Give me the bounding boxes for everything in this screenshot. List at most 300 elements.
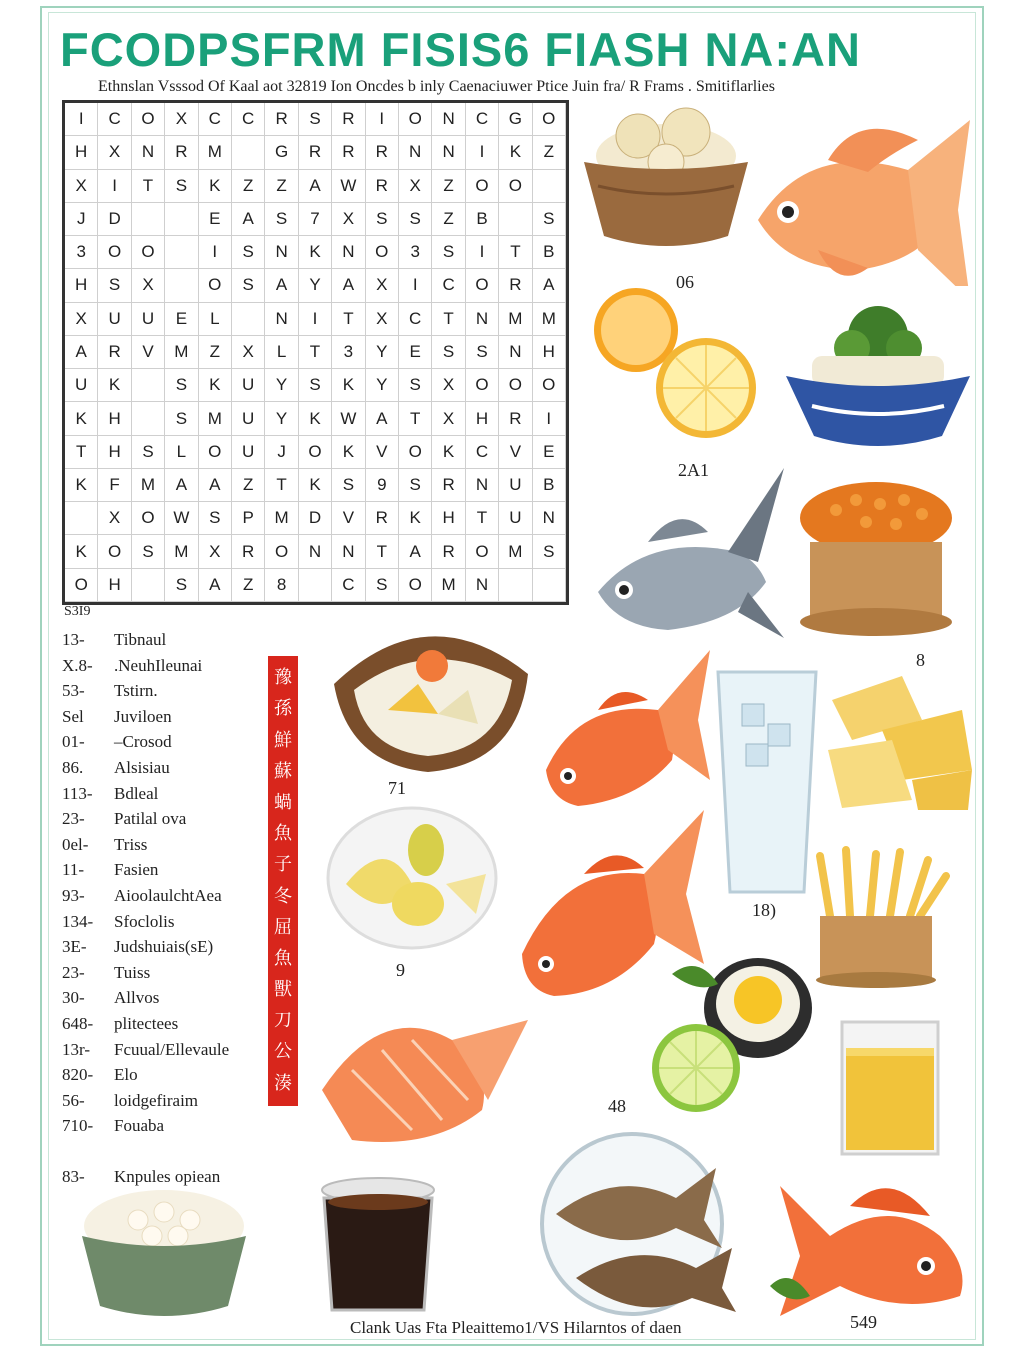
dumpling-plate-image — [328, 614, 532, 774]
grid-cell: K — [432, 436, 465, 469]
grid-cell: O — [65, 569, 98, 602]
grid-cell: H — [65, 136, 98, 169]
grid-cell: B — [533, 469, 566, 502]
grid-cell: Z — [265, 170, 298, 203]
grid-cell: I — [199, 236, 232, 269]
word-text: Juviloen — [114, 706, 172, 726]
grid-cell: Z — [533, 136, 566, 169]
grid-cell: K — [65, 469, 98, 502]
grid-cell: A — [533, 269, 566, 302]
grid-cell: J — [65, 203, 98, 236]
word-number: 30- — [62, 988, 85, 1008]
grid-cell: K — [199, 170, 232, 203]
juice-glass-image — [838, 1018, 942, 1158]
word-text: Sfoclolis — [114, 911, 175, 931]
grid-cell: T — [499, 236, 532, 269]
silver-fish-image — [588, 462, 788, 642]
grid-cell: R — [499, 269, 532, 302]
grid-cell: 3 — [332, 336, 365, 369]
grid-cell: I — [299, 303, 332, 336]
word-number: 86. — [62, 757, 84, 777]
grid-cell: D — [98, 203, 131, 236]
grid-cell: 8 — [265, 569, 298, 602]
grid-cell: O — [132, 103, 165, 136]
word-text: Fcuual/Ellevaule — [114, 1039, 230, 1059]
grid-cell: K — [199, 369, 232, 402]
goldfish-image-2 — [538, 640, 714, 810]
grid-cell: S — [533, 535, 566, 568]
grid-cell: X — [98, 502, 131, 535]
grid-cell: X — [199, 535, 232, 568]
grid-cell: I — [466, 236, 499, 269]
grid-cell: N — [466, 303, 499, 336]
grid-cell: S — [432, 336, 465, 369]
word-text: –Crosod — [114, 732, 172, 752]
grid-cell: H — [533, 336, 566, 369]
grid-cell: S — [199, 502, 232, 535]
grid-cell: A — [399, 535, 432, 568]
grid-cell: L — [265, 336, 298, 369]
grid-cell: H — [466, 402, 499, 435]
word-text: Elo — [114, 1065, 138, 1085]
grid-cell: U — [232, 402, 265, 435]
word-text: loidgefiraim — [114, 1090, 199, 1110]
grid-cell: M — [533, 303, 566, 336]
salad-bowl-image — [782, 296, 974, 456]
ribbon-char: 冬 — [274, 885, 292, 907]
grid-cell: O — [533, 103, 566, 136]
grid-cell: U — [132, 303, 165, 336]
word-list-item — [62, 1116, 272, 1142]
grid-cell: S — [466, 336, 499, 369]
word-list-item — [62, 1091, 272, 1117]
grid-cell: Z — [232, 569, 265, 602]
grid-cell: B — [466, 203, 499, 236]
grid-cell: S — [399, 203, 432, 236]
grid-cell: N — [265, 303, 298, 336]
word-text: Tibnaul — [114, 630, 167, 649]
ribbon-char: 豫 — [274, 667, 292, 689]
grid-cell: X — [165, 103, 198, 136]
image-label-3: 8 — [916, 650, 925, 670]
grid-cell: E — [199, 203, 232, 236]
word-number: 0el- — [62, 834, 89, 854]
lime-image — [648, 1020, 744, 1116]
ribbon-char: 魚 — [274, 823, 292, 845]
word-number: 13r- — [62, 1039, 90, 1059]
grid-cell: X — [432, 402, 465, 435]
grid-cell: E — [399, 336, 432, 369]
grid-cell: U — [98, 303, 131, 336]
grid-cell: U — [65, 369, 98, 402]
word-number: 13- — [62, 630, 85, 649]
word-number: 01- — [62, 732, 85, 752]
grid-cell: N — [332, 236, 365, 269]
grid-cell: A — [199, 569, 232, 602]
grid-cell: L — [165, 436, 198, 469]
grid-cell: A — [232, 203, 265, 236]
word-text: AioolaulchtAea — [114, 885, 222, 905]
grid-cell: C — [432, 269, 465, 302]
grid-cell: N — [299, 535, 332, 568]
image-label-4: 71 — [388, 778, 406, 798]
ribbon-char: 公 — [274, 1041, 292, 1063]
grid-cell: Y — [265, 402, 298, 435]
image-label-2: 2A1 — [678, 460, 709, 480]
grid-cell: S — [132, 535, 165, 568]
page-title: FCODPSFRM FISIS6 FIASH NA:AN — [60, 23, 861, 76]
grid-cell: W — [332, 170, 365, 203]
grid-cell: K — [299, 236, 332, 269]
fish-dish-image — [526, 1128, 742, 1318]
grid-cell: K — [299, 402, 332, 435]
rice-bowl-image — [78, 1186, 250, 1318]
ribbon-char: 湊 — [274, 1072, 292, 1094]
grid-cell — [232, 136, 265, 169]
grid-cell: Z — [432, 203, 465, 236]
grid-cell: Y — [299, 269, 332, 302]
word-search-grid — [62, 100, 569, 605]
grid-cell: M — [199, 402, 232, 435]
grid-cell — [132, 369, 165, 402]
ribbon-char: 獸 — [274, 979, 292, 1001]
grid-cell: F — [98, 469, 131, 502]
grid-cell: O — [399, 569, 432, 602]
grid-cell: J — [265, 436, 298, 469]
grid-cell: O — [98, 535, 131, 568]
word-text: Allvos — [114, 988, 160, 1008]
grid-cell: S — [165, 402, 198, 435]
grid-cell: S — [366, 569, 399, 602]
grid-cell: O — [399, 436, 432, 469]
grid-cell: V — [332, 502, 365, 535]
grid-cell — [533, 170, 566, 203]
word-list-item — [62, 630, 272, 656]
word-number: 56- — [62, 1090, 85, 1110]
grid-cell: T — [399, 402, 432, 435]
word-list-item — [62, 1065, 272, 1091]
grid-cell: P — [232, 502, 265, 535]
grid-cell: X — [366, 303, 399, 336]
grid-cell: M — [265, 502, 298, 535]
grid-cell: Z — [199, 336, 232, 369]
grid-cell: O — [98, 236, 131, 269]
grid-cell: S — [132, 436, 165, 469]
word-number: 23- — [62, 809, 85, 829]
grid-cell: I — [533, 402, 566, 435]
grid-cell: I — [65, 103, 98, 136]
word-list-item — [62, 732, 272, 758]
grid-cell: W — [332, 402, 365, 435]
word-number: 83- — [62, 1167, 85, 1187]
grid-cell: C — [399, 303, 432, 336]
grid-cell: U — [232, 369, 265, 402]
grid-cell: O — [199, 436, 232, 469]
grid-cell — [299, 569, 332, 602]
grid-cell: T — [299, 336, 332, 369]
word-list-item — [62, 1040, 272, 1066]
grid-cell: U — [232, 436, 265, 469]
grid-cell: O — [132, 502, 165, 535]
grid-cell: I — [366, 103, 399, 136]
word-list-item — [62, 860, 272, 886]
grid-cell: S — [533, 203, 566, 236]
grid-cell — [165, 203, 198, 236]
grid-cell: N — [466, 469, 499, 502]
ribbon-char: 鮮 — [274, 729, 292, 751]
grid-cell: C — [466, 103, 499, 136]
grid-cell: Z — [432, 170, 465, 203]
grid-cell: N — [466, 569, 499, 602]
grid-cell: A — [366, 402, 399, 435]
grid-cell: T — [432, 303, 465, 336]
cheese-chips-image — [822, 670, 976, 814]
grid-cell: O — [499, 369, 532, 402]
grid-cell: I — [466, 136, 499, 169]
grid-cell: V — [366, 436, 399, 469]
grid-cell: H — [432, 502, 465, 535]
image-label-5: 18) — [752, 900, 776, 920]
grid-cell: O — [366, 236, 399, 269]
pasta-bowl-image — [578, 106, 754, 266]
word-number: 23- — [62, 962, 85, 982]
grid-cell — [132, 203, 165, 236]
grid-cell: N — [432, 103, 465, 136]
word-list-item — [62, 707, 272, 733]
grid-code: S3I9 — [64, 604, 91, 619]
grid-cell: S — [332, 469, 365, 502]
grid-cell: L — [199, 303, 232, 336]
word-number: 113- — [62, 783, 93, 803]
grid-cell: X — [98, 136, 131, 169]
grid-cell: O — [499, 170, 532, 203]
image-label-8: 549 — [850, 1312, 877, 1332]
grid-cell: Y — [366, 369, 399, 402]
grid-cell: R — [332, 103, 365, 136]
grid-cell — [65, 502, 98, 535]
word-text: Alsisiau — [114, 757, 170, 777]
grid-cell: O — [466, 269, 499, 302]
word-number: 11- — [62, 860, 85, 880]
grid-cell: K — [499, 136, 532, 169]
image-label-1: 06 — [676, 272, 694, 292]
grid-cell — [499, 203, 532, 236]
grid-cell: K — [399, 502, 432, 535]
grid-cell: K — [98, 369, 131, 402]
grid-cell: Z — [232, 469, 265, 502]
grid-cell: C — [199, 103, 232, 136]
word-number: Sel — [62, 706, 84, 726]
ribbon-char: 魚 — [274, 947, 292, 969]
goldfish-image — [748, 100, 974, 286]
ribbon-char: 刀 — [274, 1010, 292, 1032]
grid-cell: C — [332, 569, 365, 602]
grid-cell: T — [466, 502, 499, 535]
grid-cell: A — [332, 269, 365, 302]
grid-cell: I — [98, 170, 131, 203]
grid-cell: X — [332, 203, 365, 236]
grid-cell — [132, 402, 165, 435]
grid-cell: G — [265, 136, 298, 169]
grid-cell: Y — [366, 336, 399, 369]
grid-cell: G — [499, 103, 532, 136]
word-list-item — [62, 937, 272, 963]
grid-cell: A — [299, 170, 332, 203]
word-list-item — [62, 886, 272, 912]
grid-cell — [165, 236, 198, 269]
ribbon-char: 蝸 — [274, 791, 292, 813]
grid-cell — [533, 569, 566, 602]
grid-cell: X — [432, 369, 465, 402]
grid-cell: D — [299, 502, 332, 535]
grid-cell: M — [499, 535, 532, 568]
word-text: .NeuhIleunai — [114, 655, 203, 675]
grid-cell: R — [232, 535, 265, 568]
word-list-item — [62, 681, 272, 707]
grid-cell: E — [165, 303, 198, 336]
ribbon-char: 子 — [274, 854, 292, 876]
grid-cell — [132, 569, 165, 602]
grid-cell: V — [132, 336, 165, 369]
grid-cell: X — [366, 269, 399, 302]
page-footer: Clank Uas Fta Pleaittemo1/VS Hilarntos of daen — [350, 1318, 682, 1337]
grid-cell: R — [432, 535, 465, 568]
grid-cell: S — [232, 269, 265, 302]
tea-glass-image — [318, 1174, 438, 1318]
grid-cell: T — [132, 170, 165, 203]
roe-cup-image — [796, 470, 956, 638]
grid-cell: Z — [232, 170, 265, 203]
image-label-6: 9 — [396, 960, 405, 980]
grid-cell: M — [499, 303, 532, 336]
grid-cell: A — [165, 469, 198, 502]
grid-cell: 3 — [65, 236, 98, 269]
grid-cell: O — [466, 170, 499, 203]
grid-cell: C — [98, 103, 131, 136]
grid-cell: O — [466, 535, 499, 568]
grid-cell: R — [165, 136, 198, 169]
grid-cell: A — [199, 469, 232, 502]
salmon-sashimi-image — [312, 990, 532, 1150]
grid-cell: N — [432, 136, 465, 169]
word-text: Fouaba — [114, 1116, 165, 1136]
word-number: 710- — [62, 1116, 94, 1136]
grid-cell: S — [432, 236, 465, 269]
grid-cell: K — [65, 402, 98, 435]
grid-cell: X — [132, 269, 165, 302]
grid-cell: S — [165, 170, 198, 203]
grid-cell — [232, 303, 265, 336]
word-text: Tuiss — [114, 962, 151, 982]
grid-cell: 7 — [299, 203, 332, 236]
word-list-item — [62, 963, 272, 989]
word-list-item — [62, 988, 272, 1014]
word-number: X.8- — [62, 655, 93, 675]
word-number: 3E- — [62, 937, 87, 957]
grid-cell: S — [299, 103, 332, 136]
ribbon-char: 孫 — [274, 698, 292, 720]
grid-cell: O — [265, 535, 298, 568]
chinese-ribbon — [268, 656, 298, 1106]
word-number: 648- — [62, 1013, 94, 1033]
grid-cell: T — [366, 535, 399, 568]
grid-cell: R — [265, 103, 298, 136]
grid-cell: 3 — [399, 236, 432, 269]
word-number — [62, 1142, 114, 1168]
fries-cup-image — [800, 846, 952, 990]
grid-cell: S — [232, 236, 265, 269]
grid-cell: O — [299, 436, 332, 469]
grid-cell — [499, 569, 532, 602]
grid-cell: S — [366, 203, 399, 236]
grid-cell: R — [98, 336, 131, 369]
grid-cell: S — [265, 203, 298, 236]
grid-cell: U — [499, 502, 532, 535]
grid-cell: R — [332, 136, 365, 169]
grid-cell: M — [165, 535, 198, 568]
word-text: Tstirn. — [114, 681, 158, 701]
grid-cell: O — [132, 236, 165, 269]
grid-cell: H — [65, 269, 98, 302]
grid-cell: K — [332, 369, 365, 402]
grid-cell: 9 — [366, 469, 399, 502]
word-text: Patilal ova — [114, 809, 187, 829]
word-text: Triss — [114, 834, 148, 854]
red-snapper-image — [770, 1166, 974, 1318]
grid-cell: R — [432, 469, 465, 502]
grid-cell: H — [98, 402, 131, 435]
grid-cell: N — [332, 535, 365, 568]
word-text: Knpules opiean — [114, 1167, 221, 1187]
grid-cell: T — [265, 469, 298, 502]
grid-cell: Y — [265, 369, 298, 402]
word-list — [62, 630, 272, 1193]
grid-cell: X — [65, 170, 98, 203]
grid-cell: O — [466, 369, 499, 402]
grid-cell: C — [232, 103, 265, 136]
grid-cell: S — [399, 469, 432, 502]
grid-cell: S — [299, 369, 332, 402]
grid-cell: B — [533, 236, 566, 269]
word-list-item — [62, 784, 272, 810]
grid-cell: X — [65, 303, 98, 336]
word-list-item — [62, 758, 272, 784]
grid-cell: S — [165, 369, 198, 402]
grid-cell: S — [165, 569, 198, 602]
grid-cell: R — [366, 170, 399, 203]
word-text: plitectees — [114, 1013, 179, 1033]
grid-cell: K — [332, 436, 365, 469]
grid-cell: A — [65, 336, 98, 369]
grid-cell: V — [499, 436, 532, 469]
grid-cell — [165, 269, 198, 302]
grid-cell: K — [65, 535, 98, 568]
grid-cell: T — [65, 436, 98, 469]
orange-slices-image — [586, 284, 770, 440]
grid-cell: M — [432, 569, 465, 602]
word-list-item — [62, 1142, 272, 1168]
grid-cell: N — [132, 136, 165, 169]
ribbon-char: 蘇 — [274, 760, 292, 782]
word-list-item — [62, 835, 272, 861]
word-number: 53- — [62, 681, 85, 701]
grid-cell: H — [98, 436, 131, 469]
grid-cell: O — [399, 103, 432, 136]
grid-cell: C — [466, 436, 499, 469]
grid-cell: X — [399, 170, 432, 203]
word-number: 820- — [62, 1065, 94, 1085]
grid-cell: A — [265, 269, 298, 302]
